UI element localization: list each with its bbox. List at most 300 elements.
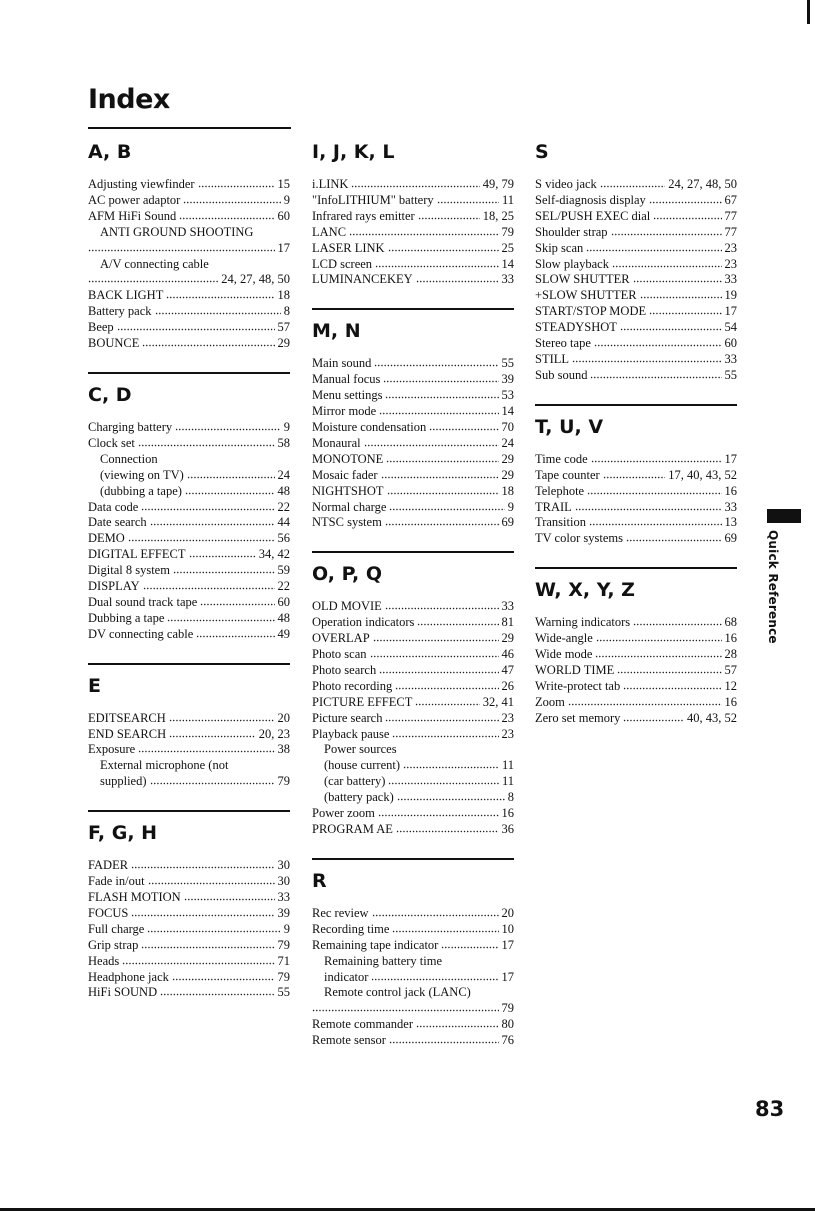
index-entry [312, 806, 514, 822]
entry-term: S video jack [535, 177, 597, 191]
section-heading: W, X, Y, Z [535, 579, 635, 602]
index-column-2 [312, 140, 514, 1069]
dot-leader [141, 939, 274, 949]
entry-term: MONOTONE [312, 451, 384, 466]
index-section-s [535, 140, 737, 384]
entry-pages: 11 [501, 192, 514, 207]
index-entry [312, 615, 514, 631]
dot-leader [385, 712, 498, 722]
entry-term: Power sources [324, 742, 397, 757]
entry-pages: 46 [501, 647, 514, 662]
entry-term: Transition [535, 515, 586, 530]
dot-leader [591, 453, 722, 463]
entry-term: START/STOP MODE [535, 304, 647, 319]
dot-leader [141, 501, 274, 511]
section-heading: R [312, 869, 327, 892]
index-entry [312, 1001, 514, 1017]
entry-pages: 69 [724, 531, 737, 546]
entry-term: Slow playback [535, 256, 609, 271]
entry-term: LASER LINK [312, 240, 385, 255]
entry-pages: 30 [277, 874, 290, 889]
entry-term: Beep [88, 320, 114, 335]
index-entry [312, 985, 514, 1001]
dot-leader [169, 712, 275, 722]
entry-term: BOUNCE [88, 336, 140, 351]
index-section-f-g-h [88, 810, 290, 1001]
dot-leader [143, 580, 275, 590]
index-entry [88, 468, 290, 484]
entry-term: NIGHTSHOT [312, 483, 384, 498]
dot-leader [572, 353, 721, 363]
entry-term: Picture search [312, 710, 383, 725]
index-entry [312, 209, 514, 225]
entry-term: Normal charge [312, 499, 387, 514]
entry-pages: 9 [283, 419, 290, 434]
dot-leader [611, 226, 722, 236]
index-entry [535, 647, 737, 663]
side-section-label: Quick Reference [766, 530, 780, 644]
entry-term: Shoulder strap [535, 224, 608, 239]
entry-term: Self-diagnosis display [535, 192, 646, 207]
entry-pages: 11 [501, 774, 514, 789]
index-entry [312, 647, 514, 663]
index-entry [312, 452, 514, 468]
entry-term: Photo scan [312, 647, 367, 662]
dot-leader [418, 210, 480, 220]
entry-pages: 60 [277, 208, 290, 223]
index-entry [312, 742, 514, 758]
dot-leader [653, 210, 721, 220]
entry-pages: 79 [277, 937, 290, 952]
index-entry [535, 209, 737, 225]
entry-pages: 49 [277, 626, 290, 641]
index-entry [312, 822, 514, 838]
entry-pages: 23 [724, 240, 737, 255]
entry-pages: 67 [724, 192, 737, 207]
index-entry [88, 970, 290, 986]
index-entry [312, 404, 514, 420]
entry-pages: 33 [724, 499, 737, 514]
dot-leader [122, 955, 274, 965]
dot-leader [379, 405, 498, 415]
entry-term: Moisture condensation [312, 419, 427, 434]
entry-term: Warning indicators [535, 615, 631, 630]
entry-term: STEADYSHOT [535, 320, 617, 335]
entry-term: Time code [535, 451, 588, 466]
dot-leader [88, 273, 218, 283]
entry-pages: 16 [724, 483, 737, 498]
dot-leader [416, 273, 499, 283]
index-section-t-u-v [535, 404, 737, 547]
entry-pages: 55 [724, 367, 737, 382]
dot-leader [589, 516, 722, 526]
entry-pages: 17 [501, 937, 514, 952]
entry-pages: 38 [277, 742, 290, 757]
index-entry [88, 579, 290, 595]
dot-leader [179, 210, 274, 220]
dot-leader [395, 680, 498, 690]
index-entry [88, 758, 290, 774]
index-entry [535, 615, 737, 631]
section-rule [312, 858, 514, 860]
entry-term: SLOW SHUTTER [535, 272, 630, 287]
entry-pages: 22 [277, 499, 290, 514]
dot-leader [160, 986, 274, 996]
entry-pages: 20 [501, 905, 514, 920]
entry-term: Telephote [535, 483, 585, 498]
entry-pages: 71 [277, 953, 290, 968]
index-entry [88, 336, 290, 352]
entry-pages: 47 [501, 662, 514, 677]
entry-pages: 24, 27, 48, 50 [668, 177, 737, 191]
entry-term: Adjusting viewfinder [88, 177, 195, 191]
entry-pages: 14 [501, 404, 514, 419]
entry-pages: 33 [277, 890, 290, 904]
index-entry [312, 679, 514, 695]
dot-leader [649, 194, 722, 204]
entry-term: Charging battery [88, 419, 173, 434]
entry-term: ANTI GROUND SHOOTING [100, 224, 254, 239]
entry-pages: 24 [501, 435, 514, 450]
index-entry [88, 774, 290, 790]
index-entry [312, 663, 514, 679]
dot-leader [379, 664, 498, 674]
entry-term: Power zoom [312, 806, 375, 821]
index-entry [312, 906, 514, 922]
entry-pages: 16 [501, 806, 514, 821]
dot-leader [575, 501, 722, 511]
index-entry [312, 695, 514, 711]
dot-leader [386, 453, 498, 463]
section-heading: T, U, V [535, 415, 604, 438]
index-entry [535, 468, 737, 484]
dot-leader [596, 632, 722, 642]
index-entry [535, 484, 737, 500]
index-entry [535, 631, 737, 647]
index-column-3 [535, 140, 737, 747]
dot-leader [383, 373, 498, 383]
entry-pages: 79 [501, 1001, 514, 1016]
entry-term: indicator [324, 969, 369, 984]
entry-pages: 18, 25 [482, 208, 514, 223]
entry-term: BACK LIGHT [88, 288, 164, 303]
entry-term: FLASH MOTION [88, 890, 181, 904]
section-heading: S [535, 141, 549, 163]
dot-leader [603, 469, 666, 479]
entry-pages: 33 [501, 272, 514, 287]
entry-pages: 44 [277, 515, 290, 530]
dot-leader [441, 939, 498, 949]
index-entry [312, 257, 514, 273]
section-heading: A, B [88, 141, 132, 163]
dot-leader [429, 421, 498, 431]
entry-term: (battery pack) [324, 790, 394, 805]
entry-term: Operation indicators [312, 615, 415, 630]
index-section-e [88, 663, 290, 791]
entry-pages: 33 [724, 272, 737, 287]
page-title: Index [88, 84, 170, 115]
entry-pages: 76 [501, 1033, 514, 1048]
index-entry [88, 193, 290, 209]
section-heading: I, J, K, L [312, 141, 395, 163]
entry-term: Recording time [312, 921, 390, 936]
index-entry [88, 627, 290, 643]
index-entry [88, 515, 290, 531]
index-entry [88, 484, 290, 500]
section-rule [312, 551, 514, 553]
dot-leader [374, 357, 498, 367]
entry-term: Remote sensor [312, 1033, 386, 1048]
index-entry [88, 938, 290, 954]
entry-pages: 77 [724, 224, 737, 239]
index-entry [535, 663, 737, 679]
entry-pages: 17 [277, 240, 290, 255]
dot-leader [633, 273, 722, 283]
index-entry [88, 985, 290, 1001]
index-entry [535, 368, 737, 384]
entry-pages: 25 [501, 240, 514, 255]
entry-term: FADER [88, 858, 129, 873]
dot-leader [175, 421, 281, 431]
dot-leader [378, 807, 499, 817]
index-entry [312, 272, 514, 288]
dot-leader [612, 258, 722, 268]
entry-term: TRAIL [535, 499, 572, 514]
entry-pages: 58 [277, 435, 290, 450]
index-entry [535, 695, 737, 711]
index-column-1 [88, 140, 290, 1021]
entry-pages: 57 [724, 662, 737, 677]
index-entry [312, 758, 514, 774]
section-heading: C, D [88, 383, 132, 406]
index-entry [312, 420, 514, 436]
entry-term: PICTURE EFFECT [312, 694, 413, 709]
entry-pages: 9 [283, 921, 290, 936]
entry-term: Photo search [312, 662, 377, 677]
entry-pages: 77 [724, 208, 737, 223]
dot-leader [349, 226, 498, 236]
entry-pages: 70 [501, 419, 514, 434]
dot-leader [416, 1018, 498, 1028]
page-number: 83 [755, 1097, 785, 1121]
index-entry [312, 193, 514, 209]
dot-leader [167, 612, 274, 622]
dot-leader [568, 696, 722, 706]
dot-leader [387, 485, 499, 495]
dot-leader [403, 759, 499, 769]
dot-leader [184, 891, 275, 901]
entry-term: END SEARCH [88, 726, 167, 741]
index-section-w-x-y-z [535, 567, 737, 726]
entry-pages: 17 [501, 969, 514, 984]
entry-term: Playback pause [312, 726, 390, 741]
dot-leader [370, 648, 499, 658]
dot-leader [148, 875, 275, 885]
entry-pages: 23 [501, 710, 514, 725]
entry-term: LCD screen [312, 256, 373, 271]
entry-term: Grip strap [88, 937, 139, 952]
dot-leader [169, 728, 256, 738]
section-rule [535, 404, 737, 406]
index-entry [535, 257, 737, 273]
entry-pages: 19 [724, 288, 737, 303]
dot-leader [372, 907, 499, 917]
entry-pages: 55 [277, 985, 290, 1000]
dot-leader [351, 178, 479, 188]
entry-term: Dubbing a tape [88, 610, 165, 625]
index-entry [88, 272, 290, 288]
entry-term: Zoom [535, 694, 565, 709]
entry-pages: 79 [277, 969, 290, 984]
dot-leader [312, 1002, 499, 1012]
dot-leader [594, 337, 722, 347]
entry-term: Zero set memory [535, 710, 621, 725]
entry-pages: 59 [277, 563, 290, 578]
entry-pages: 48 [277, 610, 290, 625]
entry-term: Clock set [88, 435, 135, 450]
dot-leader [364, 437, 499, 447]
dot-leader [437, 194, 499, 204]
entry-term: Fade in/out [88, 874, 145, 889]
entry-term: Heads [88, 953, 120, 968]
entry-term: (viewing on TV) [100, 467, 184, 482]
entry-pages: 30 [277, 858, 290, 873]
entry-term: Stereo tape [535, 336, 591, 351]
index-entry [312, 954, 514, 970]
entry-pages: 8 [507, 790, 514, 805]
section-heading: M, N [312, 320, 361, 343]
dot-leader [586, 242, 721, 252]
index-entry [535, 320, 737, 336]
entry-pages: 39 [277, 905, 290, 920]
index-entry [312, 372, 514, 388]
dot-leader [185, 485, 275, 495]
index-entry [312, 388, 514, 404]
entry-term: Battery pack [88, 304, 152, 319]
entry-pages: 56 [277, 531, 290, 546]
index-entry [312, 1017, 514, 1033]
index-entry [312, 774, 514, 790]
index-entry [312, 938, 514, 954]
entry-term: Skip scan [535, 240, 584, 255]
dot-leader [150, 775, 275, 785]
entry-term: Main sound [312, 356, 372, 371]
dot-leader [396, 823, 499, 833]
index-entry [535, 679, 737, 695]
section-rule [88, 372, 290, 374]
entry-pages: 20 [277, 710, 290, 725]
entry-pages: 24, 27, 48, 50 [221, 272, 290, 287]
dot-leader [200, 596, 274, 606]
dot-leader [375, 258, 498, 268]
index-entry [312, 631, 514, 647]
index-entry [88, 890, 290, 906]
index-entry [535, 288, 737, 304]
dot-leader [389, 501, 504, 511]
index-entry [312, 1033, 514, 1049]
index-entry [535, 225, 737, 241]
entry-term: Remote commander [312, 1017, 414, 1032]
index-entry [88, 452, 290, 468]
entry-term: AC power adaptor [88, 192, 181, 207]
index-entry [312, 356, 514, 372]
dot-leader [128, 532, 275, 542]
entry-pages: 9 [283, 192, 290, 207]
index-entry [88, 563, 290, 579]
section-heading: F, G, H [88, 822, 158, 845]
dot-leader [640, 289, 722, 299]
entry-pages: 17, 40, 43, 52 [668, 467, 737, 482]
entry-pages: 60 [724, 336, 737, 351]
entry-term: DEMO [88, 531, 125, 546]
entry-term: +SLOW SHUTTER [535, 288, 637, 303]
entry-pages: 32, 41 [482, 694, 514, 709]
dot-leader [620, 321, 722, 331]
entry-term: Menu settings [312, 388, 383, 403]
index-entry [312, 484, 514, 500]
index-entry [535, 177, 737, 193]
entry-pages: 9 [507, 499, 514, 514]
side-tab-marker [767, 509, 801, 523]
index-entry [88, 500, 290, 516]
dot-leader [173, 564, 275, 574]
dot-leader [385, 600, 499, 610]
entry-pages: 29 [501, 467, 514, 482]
dot-leader [88, 242, 275, 252]
entry-term: "InfoLITHIUM" battery [312, 192, 434, 207]
entry-term: HiFi SOUND [88, 985, 158, 1000]
index-entry [312, 241, 514, 257]
dot-leader [623, 680, 721, 690]
entry-pages: 29 [277, 336, 290, 351]
index-entry [312, 727, 514, 743]
dot-leader [155, 305, 281, 315]
dot-leader [397, 791, 505, 801]
entry-pages: 48 [277, 483, 290, 498]
dot-leader [417, 616, 498, 626]
dot-leader [600, 178, 665, 188]
dot-leader [131, 859, 274, 869]
section-heading: E [88, 674, 101, 697]
entry-term: Connection [100, 451, 158, 466]
dot-leader [166, 289, 274, 299]
entry-term: DV connecting cable [88, 626, 194, 641]
index-entry [88, 922, 290, 938]
dot-leader [381, 469, 499, 479]
dot-leader [117, 321, 275, 331]
entry-term: i.LINK [312, 177, 349, 191]
entry-pages: 57 [277, 320, 290, 335]
dot-leader [392, 728, 498, 738]
entry-term: Exposure [88, 742, 136, 757]
index-entry [88, 177, 290, 193]
dot-leader [595, 648, 721, 658]
entry-term: STILL [535, 351, 570, 366]
index-entry [88, 727, 290, 743]
dot-leader [373, 632, 499, 642]
index-entry [535, 272, 737, 288]
entry-term: Manual focus [312, 372, 381, 387]
section-heading: O, P, Q [312, 563, 382, 586]
entry-term: A/V connecting cable [100, 256, 209, 271]
entry-pages: 68 [724, 615, 737, 630]
dot-leader [131, 907, 274, 917]
dot-leader [649, 305, 721, 315]
entry-term: AFM HiFi Sound [88, 208, 177, 223]
dot-leader [187, 469, 275, 479]
entry-term: Photo recording [312, 678, 393, 693]
entry-pages: 14 [501, 256, 514, 271]
